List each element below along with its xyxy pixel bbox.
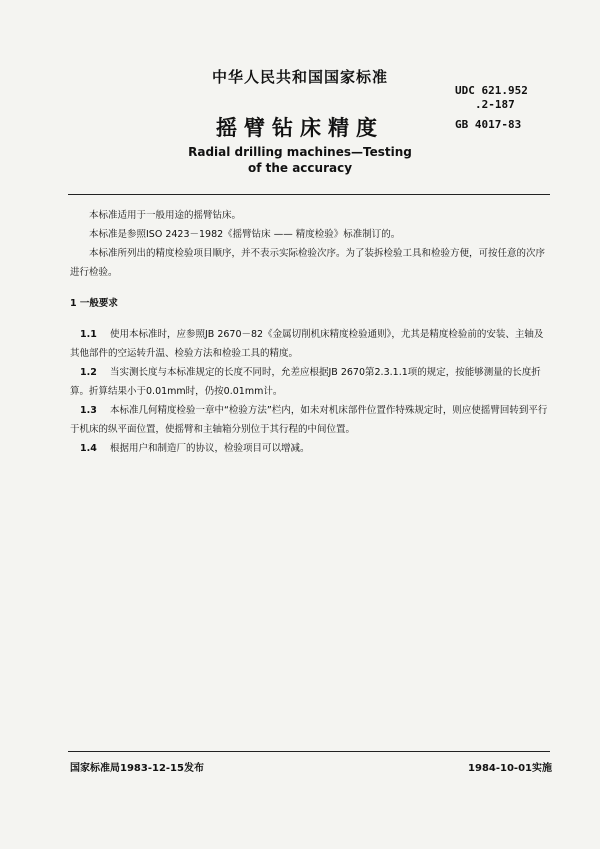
clause-1-1: [70, 325, 550, 363]
title-chinese: 摇臂钻床精度: [216, 116, 384, 140]
document-body: [70, 206, 550, 458]
top-divider: [68, 194, 550, 195]
clause-number: 1.3: [80, 405, 97, 416]
gb-code: GB 4017-83: [455, 118, 522, 131]
title-english-line-2: of the accuracy: [247, 161, 353, 175]
clause-1-2: [70, 363, 550, 401]
title-english: [0, 144, 600, 176]
clause-number: 1.2: [80, 367, 97, 378]
implementation-date: 1984-10-01实施: [468, 763, 552, 774]
clause-number: 1.1: [80, 329, 97, 340]
intro-paragraph-3: 本标准所列出的精度检验项目顺序，并不表示实际检验次序。为了装拆检验工具和检验方便，可按任意的次序进行检验。: [70, 248, 546, 278]
clause-text: 本标准几何精度检验一章中“检验方法”栏内，如未对机床部件位置作特殊规定时，则应使摇臂回转到平行于机床的纵平面位置，使摇臂和主轴箱分别位于其行程的中间位置。: [70, 405, 548, 435]
issue-date: 国家标准局1983-12-15发布: [70, 763, 204, 774]
intro-paragraph-1: 本标准适用于一般用途的摇臂钻床。: [89, 210, 242, 221]
intro-paragraph-2: 本标准是参照ISO 2423－1982《摇臂钻床 —— 精度检验》标准制订的。: [89, 229, 401, 240]
national-standard-header: 中华人民共和国国家标准: [211, 68, 388, 86]
clause-1-3: [70, 401, 550, 439]
clause-1-4: [70, 439, 550, 458]
udc-code: [455, 84, 528, 112]
bottom-divider: [68, 751, 550, 752]
title-english-line-1: Radial drilling machines—Testing: [188, 145, 412, 159]
section-heading: 1 一般要求: [70, 298, 118, 309]
udc-line-1: UDC 621.952: [455, 84, 528, 97]
clause-text: 根据用户和制造厂的协议，检验项目可以增减。: [110, 443, 310, 454]
clause-number: 1.4: [80, 443, 97, 454]
udc-line-2: .2-187: [475, 98, 515, 111]
clause-text: 使用本标准时，应参照JB 2670－82《金属切削机床精度检验通则》，尤其是精度检验前的安装、主轴及其他部件的空运转升温、检验方法和检验工具的精度。: [70, 329, 544, 359]
clause-text: 当实测长度与本标准规定的长度不同时，允差应根据JB 2670第2.3.1.1项的规定，按能够测量的长度折算。折算结果小于0.01mm时，仍按0.01mm计。: [70, 367, 541, 397]
